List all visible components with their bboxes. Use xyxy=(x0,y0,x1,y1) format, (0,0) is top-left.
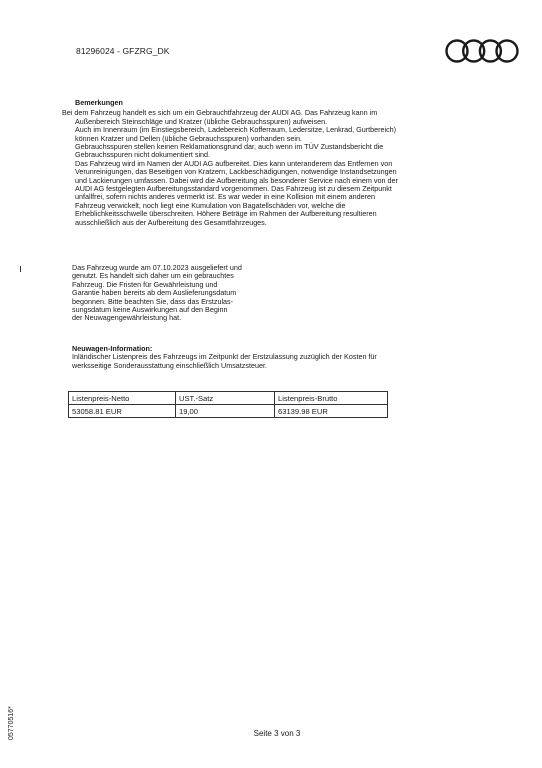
remarks-line: Außenbereich Steinschläge und Kratzer (übliche Gebrauchsspuren) aufweisen. xyxy=(75,116,328,126)
header-vat-rate: UST.-Satz xyxy=(176,392,275,405)
remarks-line: Bei dem Fahrzeug handelt es sich um ein Gebrauchtfahrzeug der AUDI AG. Das Fahrzeug kann im xyxy=(62,108,378,118)
remarks-line: Auch im Innenraum (im Einstiegsbereich, Ladebereich Kofferraum, Ledersitze, Lenkrad, Gurtbereich) xyxy=(75,125,397,135)
audi-rings-logo-icon xyxy=(444,38,520,64)
remarks-section xyxy=(62,99,472,227)
price-table-header-row xyxy=(69,392,388,405)
value-vat-rate: 19,00 xyxy=(176,405,275,418)
remarks-line: Erheblichkeitsschwelle überschreiten. Höhere Beträge im Rahmen der Aufbereitung resultieren xyxy=(75,209,377,219)
delivery-line: der Neuwagengewährleistung hat. xyxy=(72,313,182,323)
delivery-line: Fahrzeug. Die Fristen für Gewährleistung und xyxy=(72,279,218,289)
value-list-price-net: 53058.81 EUR xyxy=(69,405,176,418)
value-list-price-gross: 63139.98 EUR xyxy=(275,405,388,418)
remarks-line: Verunreinigungen, das Beseitigen von Kratzern, Lackbeschädigungen, notwendige Instandsetzungen xyxy=(75,167,397,177)
remarks-line: und Lackierungen umfassen. Dabei wird die Aufbereitung als besonderer Service nach einem von der xyxy=(75,175,398,185)
side-document-code: 05770516* xyxy=(8,706,15,740)
header-list-price-net: Listenpreis-Netto xyxy=(69,392,176,405)
new-car-info-heading: Neuwagen-Information: xyxy=(72,344,153,353)
page-number: Seite 3 von 3 xyxy=(253,729,301,738)
remarks-line: Fahrzeug verwickelt, noch liegt eine Kumulation von Bagatellschäden vor, welche die xyxy=(75,200,346,210)
remarks-line: unfallfrei, sofern nichts anderes vermerkt ist. Es war weder in eine Kollision mit einem anderen xyxy=(75,192,376,202)
delivery-line: sungsdatum keine Auswirkungen auf den Beginn xyxy=(72,305,228,315)
remarks-line: können Kratzer und Dellen (übliche Gebrauchsspuren) vorhanden sein. xyxy=(75,133,302,143)
document-reference: 81296024 - GFZRG_DK xyxy=(76,46,170,56)
remarks-heading: Bemerkungen xyxy=(75,98,123,107)
price-table-value-row xyxy=(69,405,388,418)
delivery-line: begonnen. Bitte beachten Sie, dass das Erstzulas- xyxy=(72,296,234,306)
new-car-info-section xyxy=(72,345,472,370)
remarks-line: Gebrauchsspuren stellen keinen Reklamationsgrund dar, auch wenn im TÜV Zustandsbericht die xyxy=(75,142,384,152)
new-car-info-line: Inländischer Listenpreis des Fahrzeugs im Zeitpunkt der Erstzulassung zuzüglich der Kosten für xyxy=(72,352,377,362)
header-list-price-gross: Listenpreis-Brutto xyxy=(275,392,388,405)
new-car-info-line: werksseitige Sonderausstattung einschließlich Umsatzsteuer. xyxy=(72,360,267,370)
delivery-line: Das Fahrzeug wurde am 07.10.2023 ausgeliefert und xyxy=(72,263,242,272)
delivery-line: Garantie haben bereits ab dem Auslieferungsdatum xyxy=(72,288,237,298)
price-table xyxy=(68,391,388,418)
remarks-line: Das Fahrzeug wird im Namen der AUDI AG aufbereitet. Dies kann unteranderem das Entfernen von xyxy=(75,158,393,168)
delivery-section xyxy=(72,264,282,323)
delivery-line: genutzt. Es handelt sich daher um ein gebrauchtes xyxy=(72,271,234,281)
remarks-line: AUDI AG festgelegten Aufbereitungsstandard vorgenommen. Das Fahrzeug ist zu diesem Zeitpunkt xyxy=(75,184,392,194)
fold-mark xyxy=(20,266,21,272)
remarks-line: ausschließlich aus der Aufbereitung des Gesamtfahrzeuges. xyxy=(75,217,267,227)
remarks-line: Gebrauchsspuren nicht dokumentiert sind. xyxy=(75,150,211,160)
